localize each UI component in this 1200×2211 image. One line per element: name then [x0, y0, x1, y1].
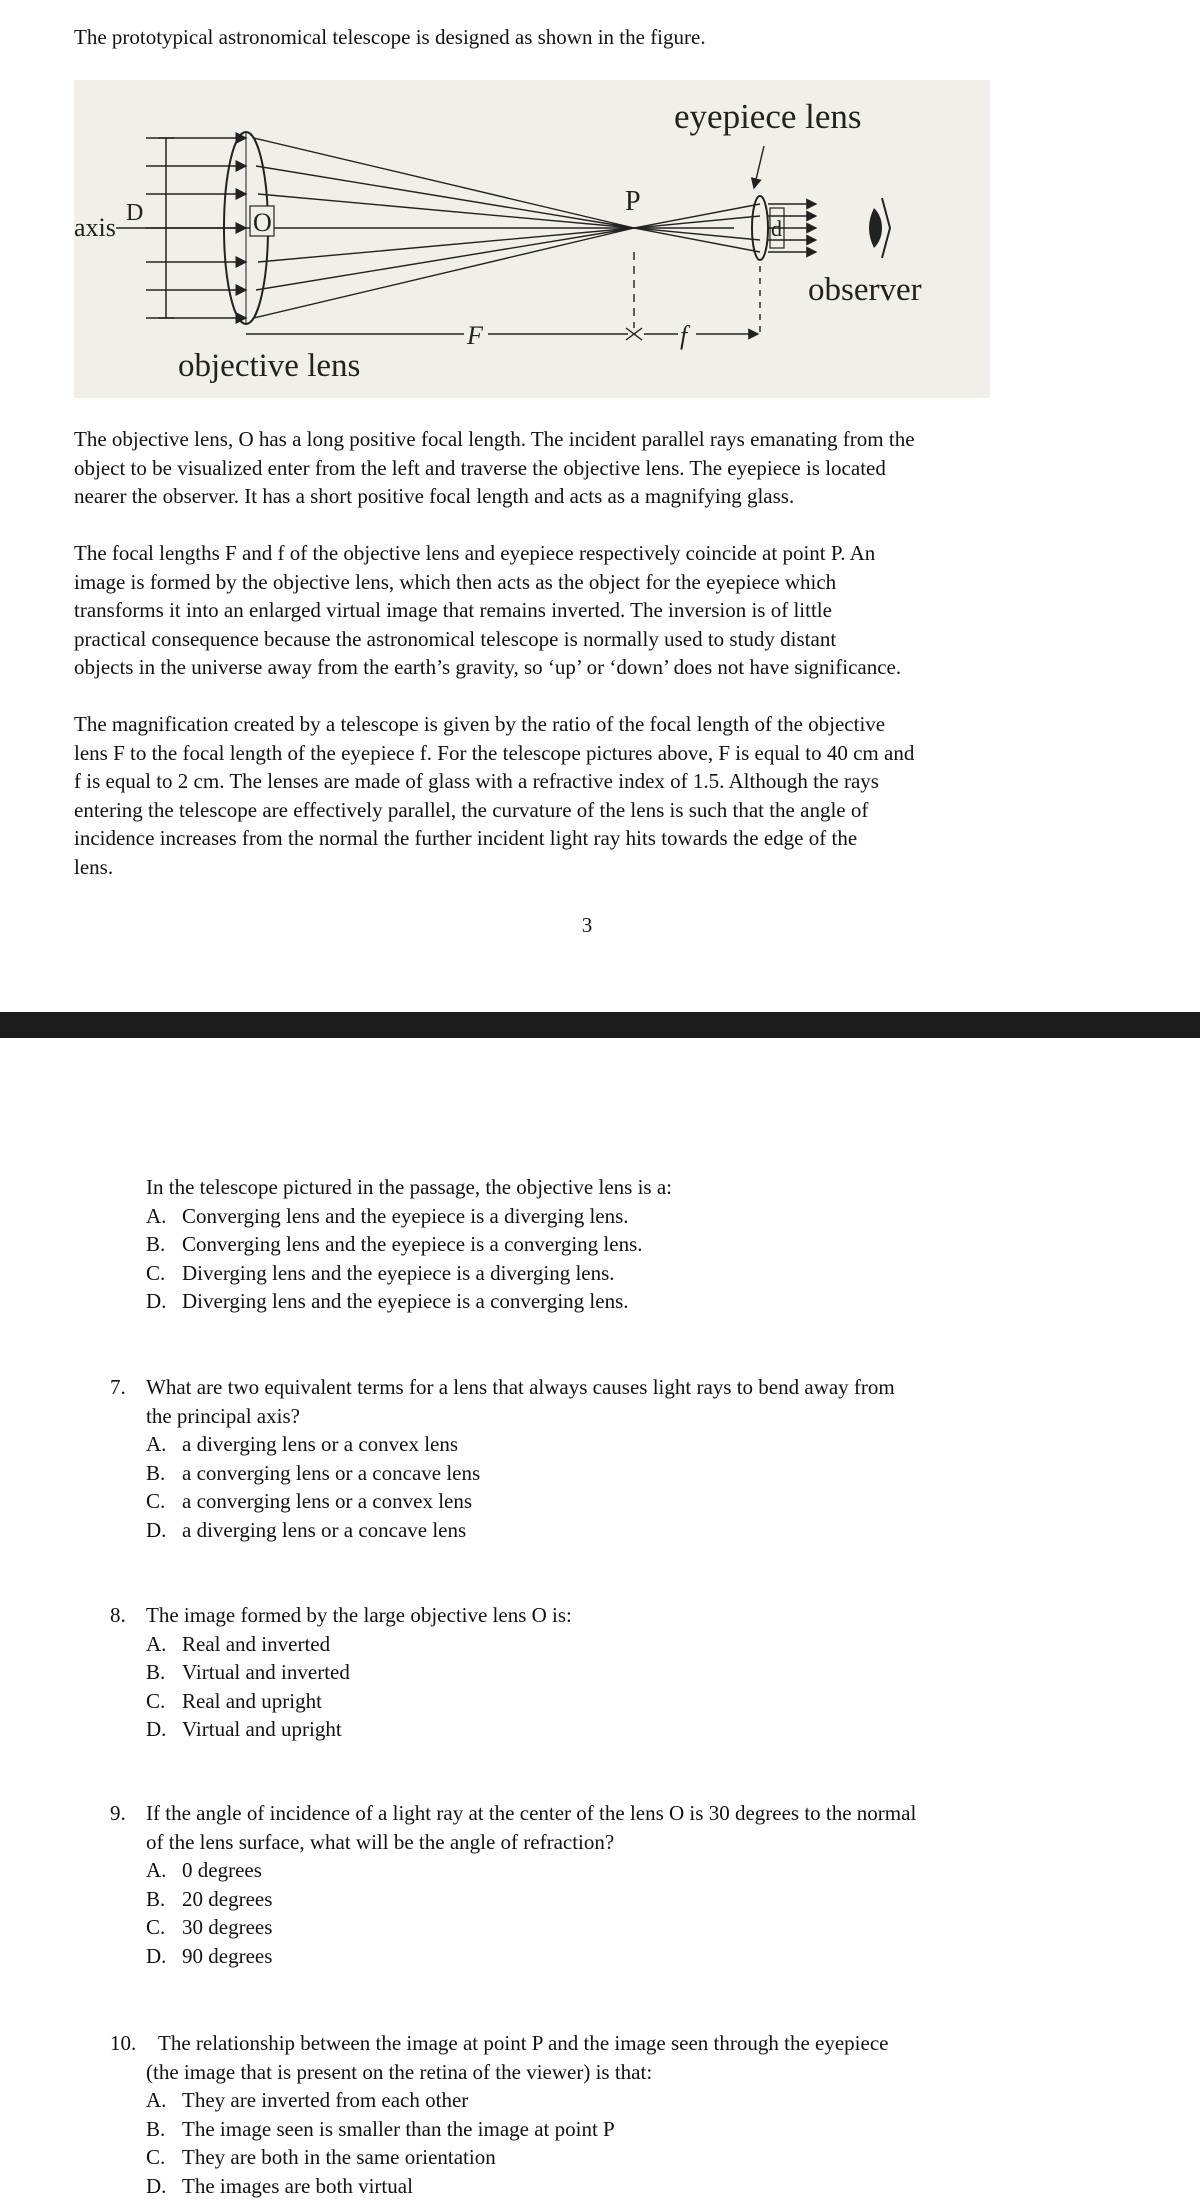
- line: transforms it into an enlarged virtual image that remains inverted. The inversion is of little: [74, 598, 832, 622]
- option-text: They are both in the same orientation: [182, 2145, 496, 2169]
- option-d[interactable]: [110, 1942, 916, 1971]
- option-d[interactable]: [110, 2172, 888, 2201]
- option-letter: C.: [146, 1915, 166, 1939]
- line: lens.: [74, 854, 114, 879]
- option-text: Real and upright: [182, 1688, 322, 1713]
- option-text: Converging lens and the eyepiece is a converging lens.: [182, 1232, 643, 1256]
- option-b[interactable]: [110, 2115, 888, 2144]
- option-b[interactable]: [110, 1885, 916, 1914]
- question-number: 10.: [110, 2031, 137, 2055]
- question-number: 9.: [110, 1801, 126, 1825]
- question-number: 7.: [110, 1375, 126, 1399]
- question-stem: The image formed by the large objective lens O is:: [146, 1603, 572, 1627]
- option-letter: C.: [146, 1489, 166, 1513]
- option-b[interactable]: [110, 1658, 572, 1687]
- question-stem: If the angle of incidence of a light ray at the center of the lens O is 30 degrees to the normal: [146, 1801, 917, 1825]
- option-text: a converging lens or a convex lens: [182, 1489, 473, 1513]
- option-letter: B.: [146, 1886, 166, 1911]
- option-c[interactable]: [110, 2143, 888, 2172]
- option-letter: A.: [146, 1631, 167, 1656]
- option-a[interactable]: [110, 2086, 888, 2115]
- question-stem: In the telescope pictured in the passage, the objective lens is a:: [146, 1175, 672, 1199]
- line: entering the telescope are effectively parallel, the curvature of the lens is such that the angle of: [74, 797, 869, 822]
- label-axis: axis: [74, 213, 116, 242]
- line: object to be visualized enter from the left and traverse the objective lens. The eyepiece is located: [74, 455, 886, 480]
- question-10: [110, 2029, 888, 2200]
- option-a[interactable]: [110, 1430, 895, 1459]
- line: practical consequence because the astronomical telescope is normally used to study distant: [74, 626, 837, 651]
- option-letter: A.: [146, 1203, 167, 1228]
- question-9: [110, 1799, 916, 1970]
- option-letter: D.: [146, 1517, 167, 1542]
- option-b[interactable]: [146, 1230, 672, 1259]
- option-letter: D.: [146, 1717, 167, 1741]
- option-letter: A.: [146, 1858, 167, 1882]
- option-text: a converging lens or a concave lens: [182, 1460, 481, 1485]
- question-8: [110, 1601, 572, 1744]
- page-divider: [0, 1012, 1200, 1038]
- label-objective-lens: objective lens: [178, 348, 361, 384]
- question-stem: The relationship between the image at point P and the image seen through the eyepiece: [158, 2031, 889, 2055]
- line: image is formed by the objective lens, which then acts as the object for the eyepiece which: [74, 569, 837, 594]
- incident-rays: [146, 138, 246, 318]
- question-7: [110, 1373, 895, 1544]
- option-text: a diverging lens or a concave lens: [182, 1517, 467, 1542]
- line: The magnification created by a telescope is given by the ratio of the focal length of the objective: [74, 712, 886, 736]
- passage-paragraph-1: [74, 425, 1124, 511]
- label-O: O: [253, 208, 272, 237]
- option-text: Real and inverted: [182, 1631, 331, 1656]
- option-letter: D.: [146, 1943, 167, 1968]
- focal-point-cross: [626, 328, 642, 340]
- eyepiece-label-arrow: [754, 146, 764, 188]
- label-d: d: [771, 216, 782, 241]
- option-text: The images are both virtual: [182, 2173, 413, 2198]
- option-c[interactable]: [110, 1913, 916, 1942]
- option-d[interactable]: [110, 1715, 572, 1744]
- option-letter: D.: [146, 1289, 167, 1313]
- option-text: Converging lens and the eyepiece is a diverging lens.: [182, 1203, 629, 1228]
- option-d[interactable]: [146, 1287, 672, 1316]
- question-number: 8.: [110, 1603, 126, 1627]
- option-text: 0 degrees: [182, 1858, 262, 1882]
- option-text: 30 degrees: [182, 1915, 273, 1939]
- label-P: P: [625, 186, 641, 217]
- question-6: [146, 1173, 672, 1316]
- question-stem-cont: of the lens surface, what will be the angle of refraction?: [146, 1829, 615, 1854]
- option-letter: A.: [146, 2088, 167, 2112]
- option-c[interactable]: [110, 1487, 895, 1516]
- question-stem-cont: the principal axis?: [146, 1403, 300, 1428]
- line: objects in the universe away from the earth’s gravity, so ‘up’ or ‘down’ does not have significance.: [74, 655, 902, 679]
- question-stem-cont: (the image that is present on the retina of the viewer) is that:: [146, 2059, 653, 2084]
- page-number: 3: [581, 913, 593, 937]
- option-c[interactable]: [110, 1687, 572, 1716]
- option-text: Diverging lens and the eyepiece is a diverging lens.: [182, 1260, 615, 1285]
- option-letter: C.: [146, 1260, 166, 1285]
- option-letter: B.: [146, 2116, 166, 2141]
- label-eyepiece-lens: eyepiece lens: [674, 97, 862, 136]
- label-F: F: [467, 321, 483, 350]
- option-letter: D.: [146, 2173, 167, 2198]
- label-D: D: [126, 200, 144, 226]
- option-letter: B.: [146, 1660, 166, 1684]
- option-text: They are inverted from each other: [182, 2088, 469, 2112]
- option-c[interactable]: [146, 1259, 672, 1288]
- telescope-figure: [74, 80, 990, 398]
- eyepiece-lens-shape: [752, 196, 768, 260]
- passage-paragraph-2: [74, 539, 1124, 682]
- option-b[interactable]: [110, 1459, 895, 1488]
- option-text: a diverging lens or a convex lens: [182, 1432, 459, 1456]
- line: The objective lens, O has a long positive focal length. The incident parallel rays emanating from the: [74, 427, 915, 451]
- option-text: Virtual and upright: [182, 1717, 342, 1741]
- option-d[interactable]: [110, 1516, 895, 1545]
- option-letter: B.: [146, 1460, 166, 1485]
- line: The focal lengths F and f of the objective lens and eyepiece respectively coincide at point P. An: [74, 541, 876, 565]
- label-f: f: [680, 321, 688, 350]
- line: nearer the observer. It has a short positive focal length and acts as a magnifying glass.: [74, 484, 795, 508]
- option-letter: C.: [146, 2145, 166, 2169]
- option-letter: A.: [146, 1432, 167, 1456]
- option-a[interactable]: [146, 1202, 672, 1231]
- option-text: 20 degrees: [182, 1886, 273, 1911]
- intro-text: The prototypical astronomical telescope is designed as shown in the figure.: [74, 25, 706, 49]
- line: f is equal to 2 cm. The lenses are made of glass with a refractive index of 1.5. Although the rays: [74, 769, 879, 793]
- label-observer: observer: [808, 272, 922, 308]
- observer-eye-icon: [869, 198, 890, 258]
- line: lens F to the focal length of the eyepiece f. For the telescope pictures above, F is equal to 40 cm and: [74, 740, 915, 765]
- passage-paragraph-3: [74, 710, 1124, 881]
- option-text: The image seen is smaller than the image at point P: [182, 2116, 615, 2141]
- option-text: 90 degrees: [182, 1943, 273, 1968]
- option-a[interactable]: [110, 1856, 916, 1885]
- line: incidence increases from the normal the further incident light ray hits towards the edge of the: [74, 826, 858, 850]
- option-a[interactable]: [110, 1630, 572, 1659]
- option-text: Virtual and inverted: [182, 1660, 350, 1684]
- option-text: Diverging lens and the eyepiece is a converging lens.: [182, 1289, 629, 1313]
- option-letter: B.: [146, 1232, 166, 1256]
- option-letter: C.: [146, 1688, 166, 1713]
- telescope-diagram: [74, 80, 990, 398]
- question-stem: What are two equivalent terms for a lens that always causes light rays to bend away from: [146, 1375, 895, 1399]
